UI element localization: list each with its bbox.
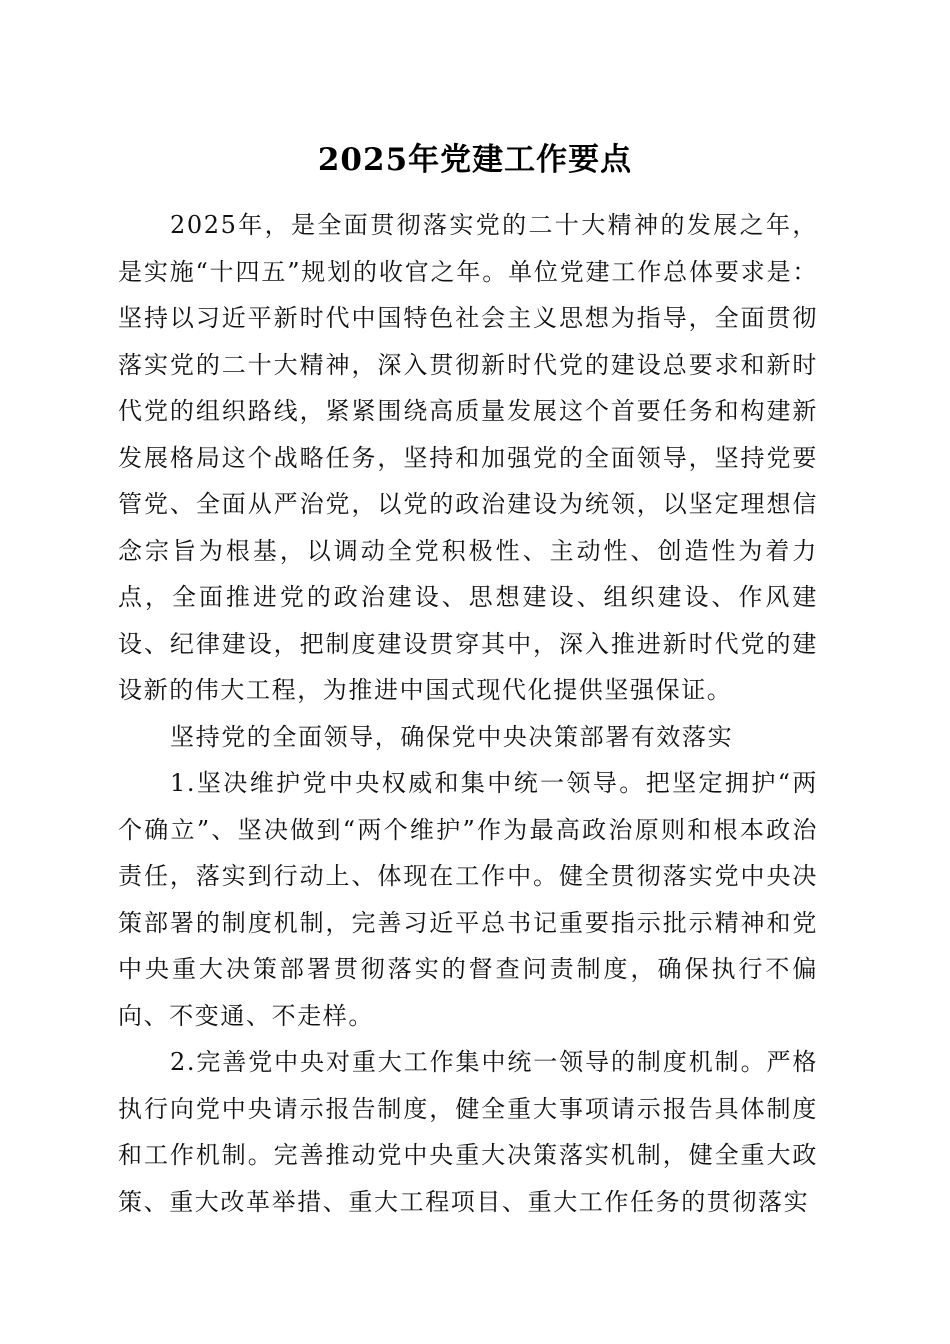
paragraph-item-2: 2.完善党中央对重大工作集中统一领导的制度机制。严格执行向党中央请示报告制度，健全重大事项请示报告具体制度和工作机制。完善推动党中央重大决策落实机制，健全重大政策、重大改革举措、重大工程项目、重大工作任务的贯彻落实 [118,1048,818,1216]
paragraph-item-1: 1.坚决维护党中央权威和集中统一领导。把坚定拥护“两个确立”、坚决做到“两个维护”作为最高政治原则和根本政治责任，落实到行动上、体现在工作中。健全贯彻落实党中央决策部署的制度机制，完善习近平总书记重要指示批示精神和党中央重大决策部署贯彻落实的督查问责制度，确保执行不偏向、不变通、不走样。 [118,769,818,1030]
document-title: 2025年党建工作要点 [317,142,633,178]
paragraph-general-requirements: 2025年，是全面贯彻落实党的二十大精神的发展之年，是实施“十四五”规划的收官之年。单位党建工作总体要求是：坚持以习近平新时代中国特色社会主义思想为指导，全面贯彻落实党的二十大精神，深入贯彻新时代党的建设总要求和新时代党的组织路线，紧紧围绕高质量发展这个首要任务和构建新发展格局这个战略任务，坚持和加强党的全面领导，坚持党要管党、全面从严治党，以党的政治建设为统领，以坚定理想信念宗旨为根基，以调动全党积极性、主动性、创造性为着力点，全面推进党的政治建设、思想建设、组织建设、作风建设、纪律建设，把制度建设贯穿其中，深入推进新时代党的建设新的伟大工程，为推进中国式现代化提供坚强保证。 [118,211,818,704]
paragraph-section-heading: 坚持党的全面领导，确保党中央决策部署有效落实 [170,722,734,751]
document-body [118,202,818,1225]
